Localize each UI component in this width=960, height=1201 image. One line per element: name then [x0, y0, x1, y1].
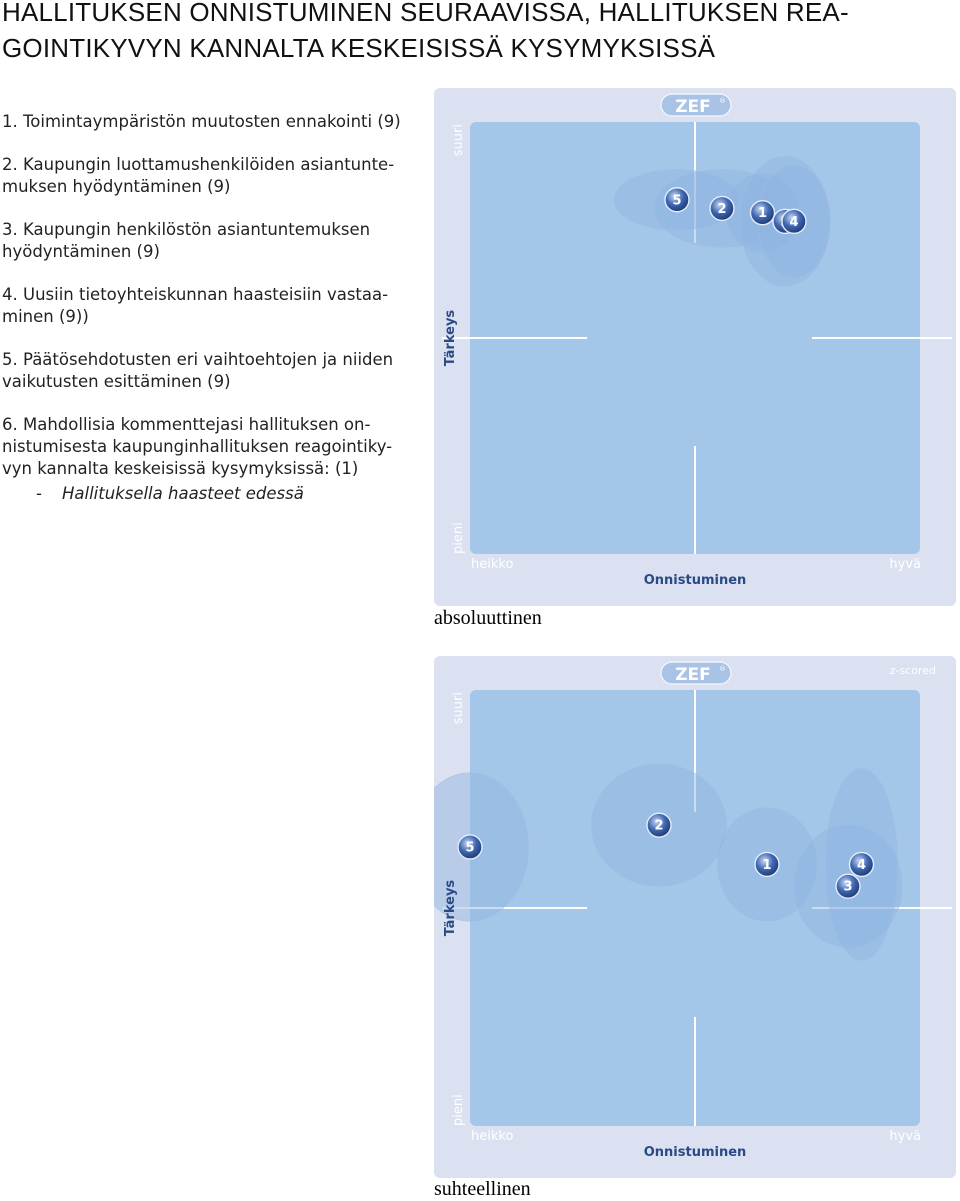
y-axis-title: Tärkeys: [443, 879, 458, 937]
point-marker-1: [755, 852, 779, 876]
y-high-label: suuri: [451, 124, 466, 157]
corner-note: z-scored: [889, 664, 936, 677]
page-heading: [2, 0, 952, 66]
x-axis-title: Onnistuminen: [643, 573, 747, 588]
y-low-label: pieni: [451, 522, 466, 554]
point-marker-3: [836, 874, 860, 898]
marker-label: 1: [762, 857, 772, 873]
marker-label: 2: [654, 818, 664, 834]
point-marker-2: [710, 196, 734, 220]
logo-text: ZEF: [675, 665, 711, 685]
y-high-label: suuri: [451, 692, 466, 725]
point-marker-5: [458, 835, 482, 859]
zef-logo: [661, 94, 731, 117]
question-4: [2, 284, 434, 328]
question-text: minen (9)): [2, 307, 89, 326]
question-2: [2, 154, 434, 198]
marker-label: 4: [856, 857, 867, 873]
question-text: 4. Uusiin tietoyhteiskunnan haasteisiin vastaa-: [2, 285, 389, 304]
comment-dash: -: [36, 484, 42, 503]
question-text: 5. Päätösehdotusten eri vaihtoehtojen ja niiden: [2, 350, 394, 369]
logo-registered-mark: ®: [719, 97, 726, 105]
x-high-label: hyvä: [889, 1129, 921, 1144]
logo-text: ZEF: [675, 97, 711, 117]
chart-caption-absolute: absoluuttinen: [434, 607, 542, 629]
question-text: 3. Kaupungin henkilöstön asiantuntemuksen: [2, 220, 371, 239]
marker-label: 1: [757, 206, 768, 222]
marker-label: 2: [717, 201, 727, 217]
x-axis-title: Onnistuminen: [643, 1145, 747, 1160]
question-1: [2, 111, 434, 133]
question-text: hyödyntäminen (9): [2, 242, 160, 261]
chart-caption-relative: suhteellinen: [434, 1178, 531, 1200]
marker-label: 4: [789, 214, 799, 230]
marker-label: 5: [672, 193, 682, 209]
heading-line-1: HALLITUKSEN ONNISTUMINEN SEURAAVISSA, HALLITUKSEN REA-: [2, 0, 849, 27]
zef-logo: [661, 662, 731, 685]
question-text: 6. Mahdollisia kommenttejasi hallituksen on-: [2, 415, 371, 434]
point-marker-4: [782, 209, 806, 233]
y-axis-title: Tärkeys: [443, 309, 458, 367]
question-text: nistumisesta kaupunginhallituksen reagointiky-: [2, 437, 393, 456]
x-high-label: hyvä: [889, 557, 921, 572]
zef-chart-relative: [434, 656, 956, 1178]
question-list: [2, 111, 434, 480]
logo-registered-mark: ®: [719, 665, 726, 673]
comment-text: Hallituksella haasteet edessä: [61, 484, 304, 503]
question-text: muksen hyödyntäminen (9): [2, 177, 231, 196]
marker-label: 3: [843, 879, 853, 895]
question-5: [2, 349, 434, 393]
heading-line-2: GOINTIKYVYN KANNALTA KESKEISISSÄ KYSYMYKSISSÄ: [2, 33, 716, 63]
comment-item: [36, 484, 304, 503]
point-marker-1: [751, 201, 775, 225]
point-marker-5: [665, 188, 689, 212]
x-low-label: heikko: [471, 1129, 514, 1144]
marker-label: 5: [465, 840, 475, 856]
chart-absolute: [434, 88, 956, 606]
chart-relative: [434, 656, 956, 1178]
question-text: vaikutusten esittäminen (9): [2, 372, 231, 391]
point-marker-2: [647, 813, 671, 837]
question-3: [2, 219, 434, 263]
question-text: 1. Toimintaympäristön muutosten ennakointi (9): [2, 112, 401, 131]
question-6: [2, 414, 434, 480]
x-low-label: heikko: [471, 557, 514, 572]
question-text: vyn kannalta keskeisissä kysymyksissä: (1): [2, 459, 359, 478]
zef-chart-absolute: [434, 88, 956, 606]
point-marker-4: [850, 852, 874, 876]
y-low-label: pieni: [451, 1094, 466, 1126]
question-text: 2. Kaupungin luottamushenkilöiden asiantunte-: [2, 155, 395, 174]
